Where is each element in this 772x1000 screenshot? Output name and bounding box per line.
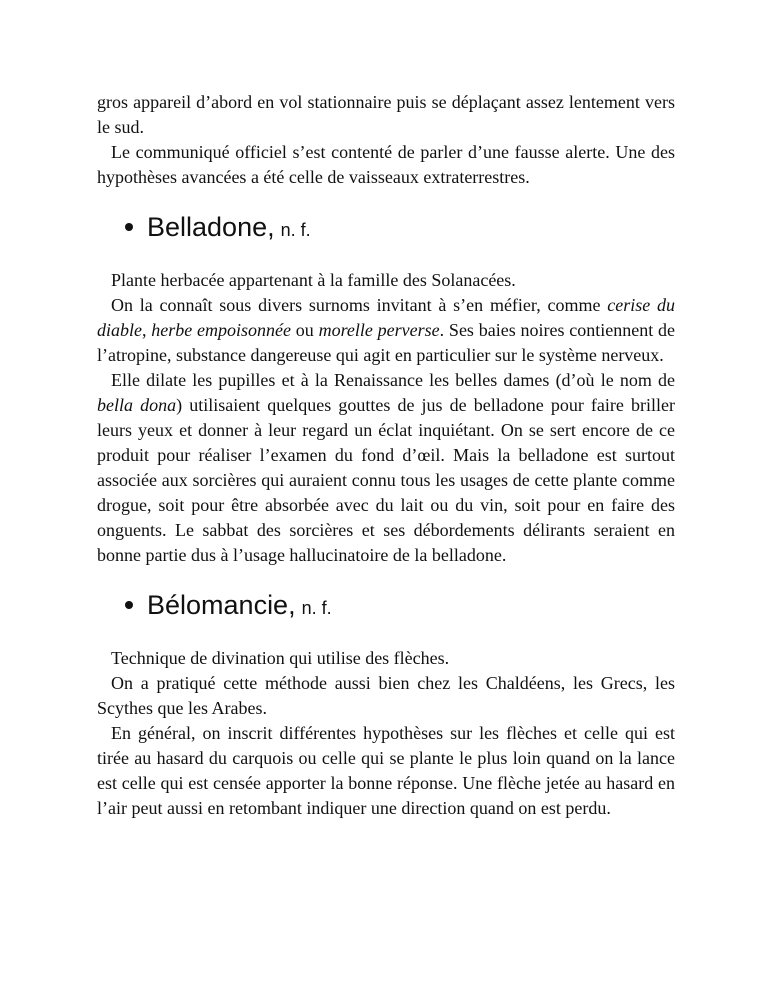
text-run: . Ses baies noires contiennent de l’atropine, substance dangereuse qui agit en particulier sur le système nerveux. <box>97 320 675 365</box>
italic-term: herbe empoisonnée <box>151 320 292 340</box>
belomancie-paragraph-3: En général, on inscrit différentes hypothèses sur les flèches et celle qui est tirée au hasard du carquois ou celle qui se plante le plus loin quand on la lance est celle qui est censée apporter la bonne réponse. Une flèche jetée au hasard en l’air peut aussi en retombant indiquer une direction quand on est perdu. <box>97 723 675 818</box>
text-run: , <box>142 320 152 340</box>
text-run: On la connaît sous divers surnoms invitant à s’en méfier, comme <box>111 295 608 315</box>
entry-term <box>147 586 332 627</box>
bullet-icon <box>125 223 133 231</box>
text-run: Elle dilate les pupilles et à la Renaissance les belles dames (d’où le nom de <box>111 370 675 390</box>
document-page <box>97 90 675 821</box>
entry-heading-belomancie <box>97 586 675 626</box>
entry-grammar: n. f. <box>280 220 311 240</box>
bullet-icon <box>125 601 133 609</box>
text-run: ) utilisaient quelques gouttes de jus de belladone pour faire briller leurs yeux et donner à leur regard un éclat inquiétant. On se sert encore de ce produit pour réaliser l’examen du fond d’œil. Mais la belladone est surtout associée aux sorcières qui auraient connu tous les usages de cette plante comme drogue, soit pour être absorbée avec du lait ou du vin, soit pour en faire des onguents. Le sabbat des sorcières et ses débordements délirants seraient en bonne partie dus à l’usage hallucinatoire de la belladone. <box>97 395 675 565</box>
entry-term <box>147 208 311 249</box>
entry-grammar: n. f. <box>301 598 332 618</box>
belladone-paragraph-2 <box>97 293 675 368</box>
entry-term-word: Bélomancie, <box>147 590 296 620</box>
belomancie-paragraph-1: Technique de divination qui utilise des flèches. <box>111 648 450 668</box>
belladone-paragraph-3 <box>97 368 675 568</box>
intro-paragraph-2: Le communiqué officiel s’est contenté de parler d’une fausse alerte. Une des hypothèses avancées a été celle de vaisseaux extraterrestres. <box>97 142 675 187</box>
belladone-paragraph-1: Plante herbacée appartenant à la famille des Solanacées. <box>111 270 516 290</box>
text-run: ou <box>291 320 319 340</box>
intro-paragraph-1: gros appareil d’abord en vol stationnaire puis se déplaçant assez lentement vers le sud. <box>97 92 675 137</box>
entry-term-word: Belladone, <box>147 212 275 242</box>
belomancie-paragraph-2: On a pratiqué cette méthode aussi bien chez les Chaldéens, les Grecs, les Scythes que les Arabes. <box>97 673 675 718</box>
entry-heading-belladone <box>97 208 675 248</box>
italic-term: morelle perverse <box>318 320 440 340</box>
italic-term: bella dona <box>97 395 177 415</box>
italic-term: cerise du diable <box>97 295 675 340</box>
